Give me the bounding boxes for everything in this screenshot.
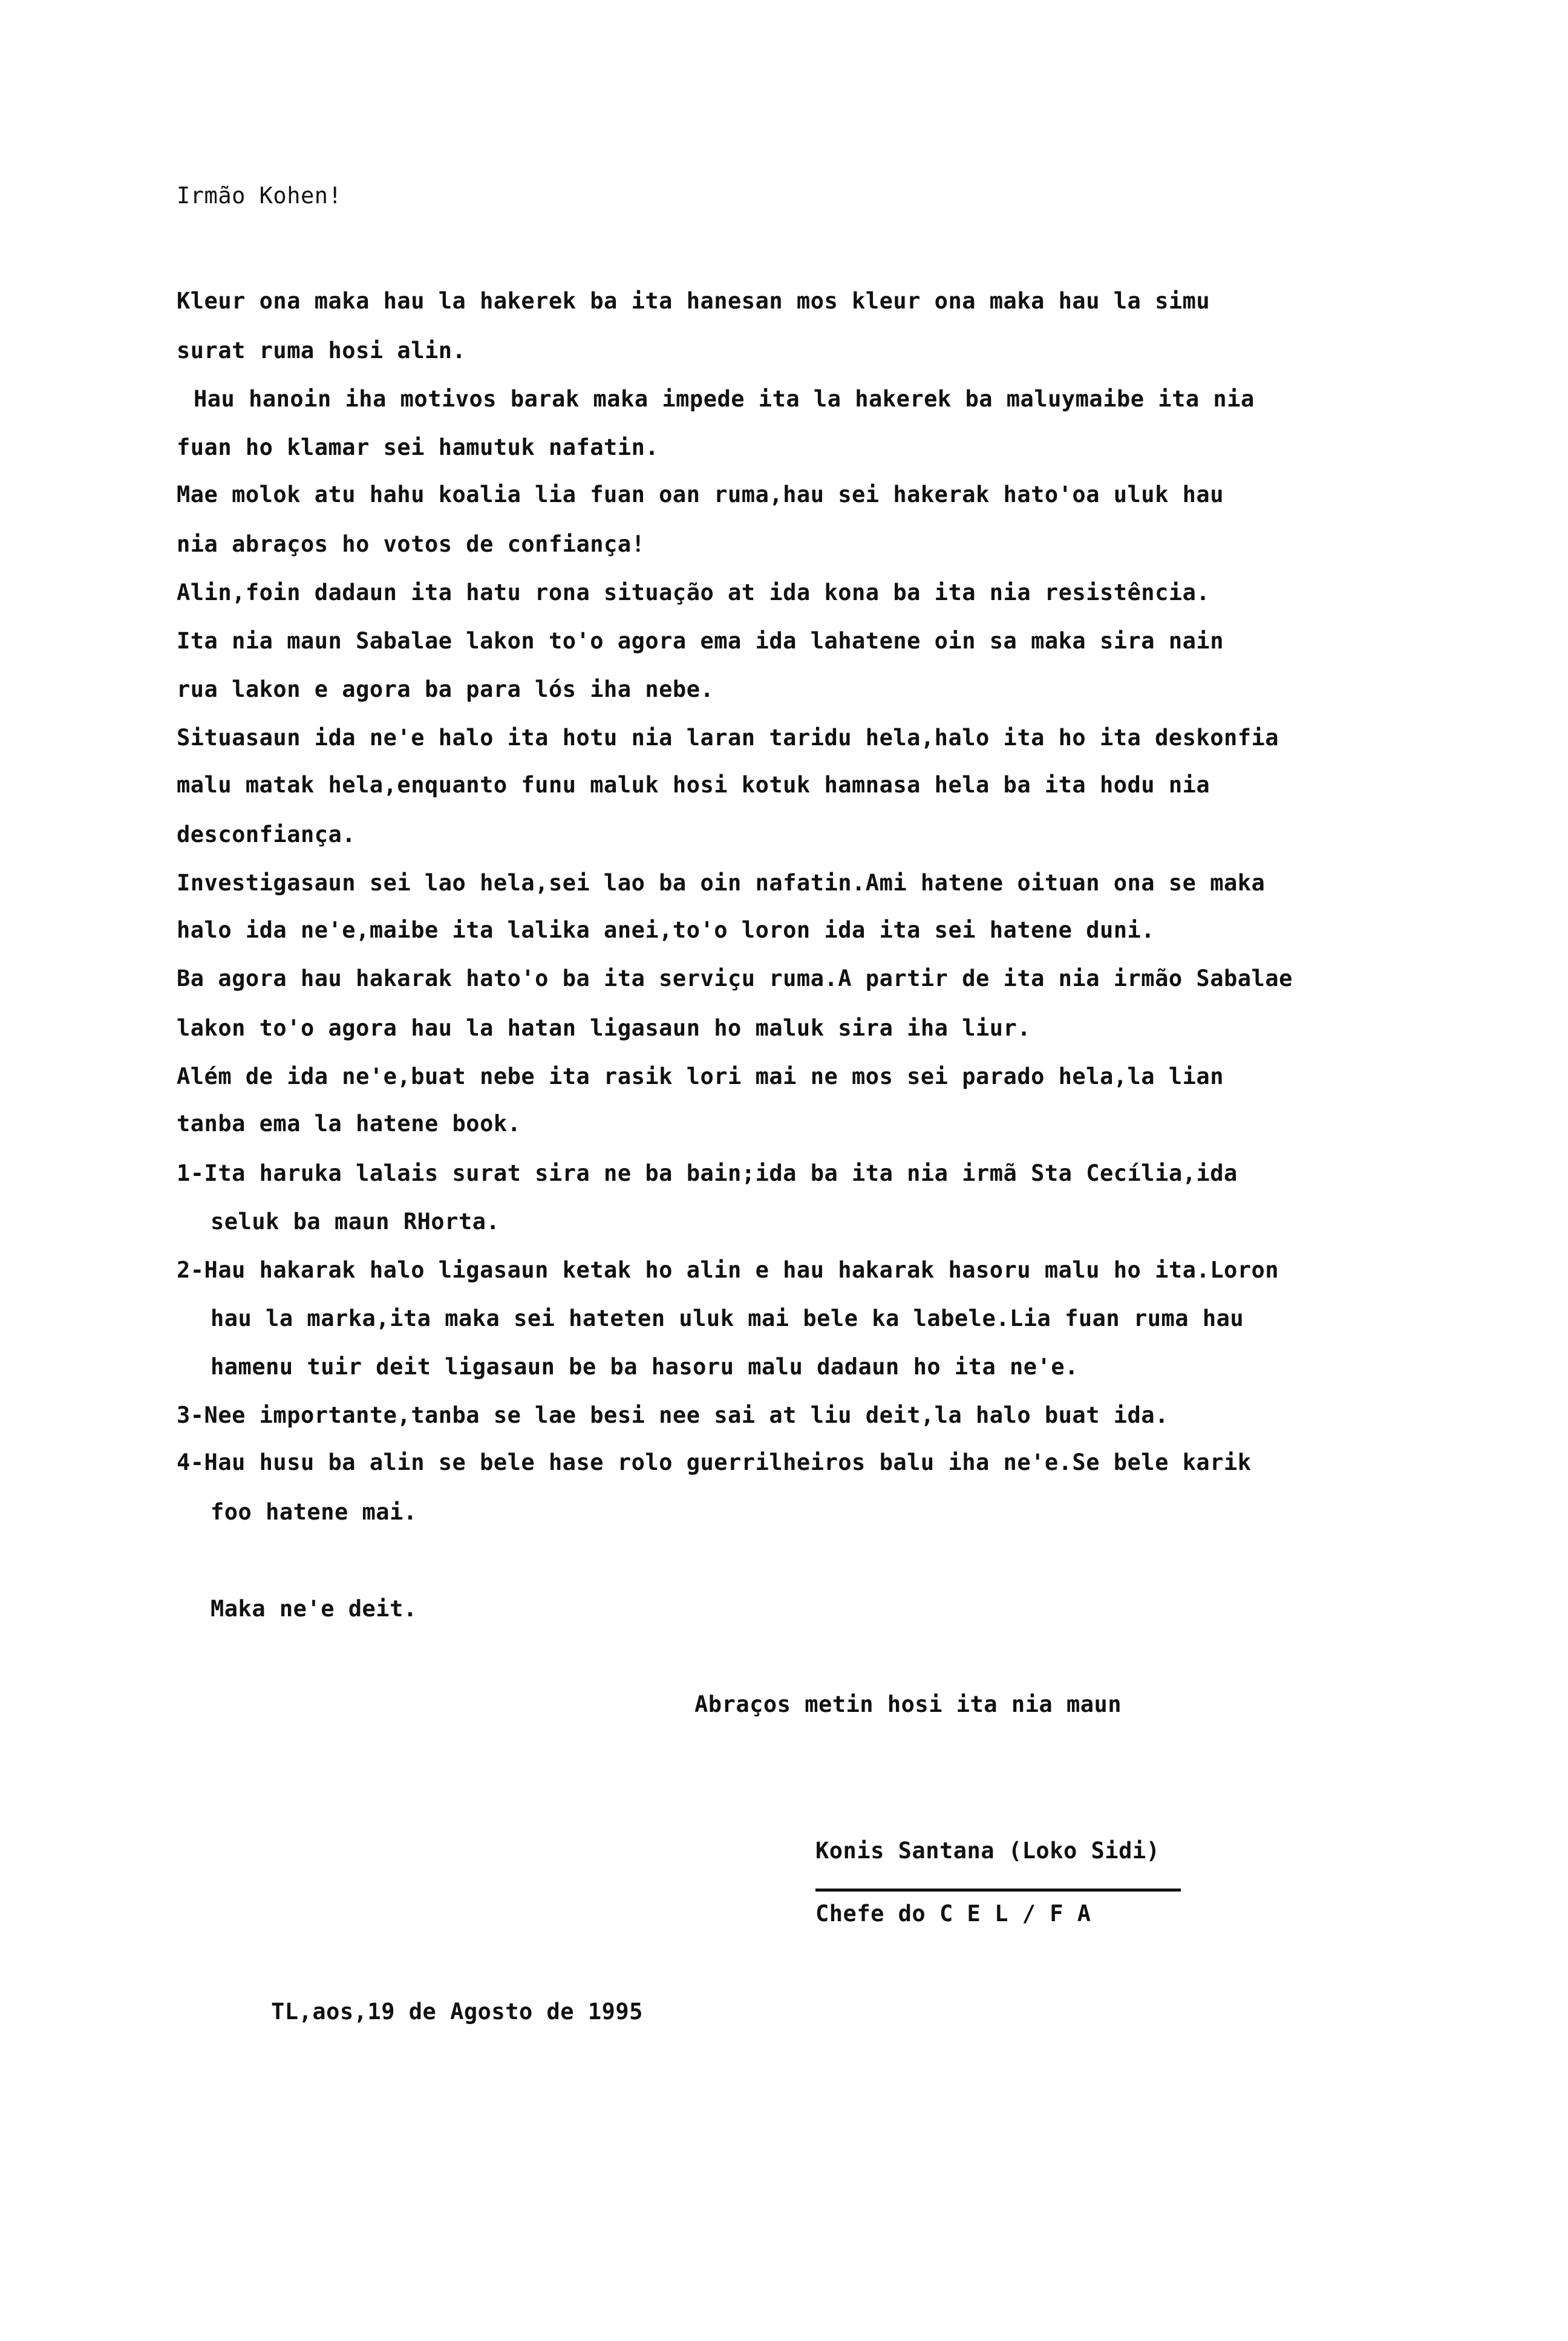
body-line: surat ruma hosi alin.	[177, 338, 466, 364]
body-line: Investigasaun sei lao hela,sei lao ba oin nafatin.Ami hatene oituan ona se maka	[177, 870, 1266, 896]
numbered-item-continuation: foo hatene mai.	[211, 1499, 417, 1525]
body-line: Ita nia maun Sabalae lakon to'o agora ema ida lahatene oin sa maka sira nain	[177, 628, 1224, 654]
signature-title: Chefe do C E L / F A	[815, 1901, 1091, 1927]
body-line: rua lakon e agora ba para lós iha nebe.	[177, 676, 714, 702]
closing-line: Maka ne'e deit.	[211, 1596, 417, 1622]
body-line: halo ida ne'e,maibe ita lalika anei,to'o loron ida ita sei hatene duni.	[177, 917, 1155, 943]
body-line: tanba ema la hatene book.	[177, 1111, 521, 1137]
body-line: malu matak hela,enquanto funu maluk hosi kotuk hamnasa hela ba ita hodu nia	[177, 772, 1210, 798]
regards-line: Abraços metin hosi ita nia maun	[694, 1691, 1122, 1717]
numbered-item: 1-Ita haruka lalais surat sira ne ba bain;ida ba ita nia irmã Sta Cecília,ida	[177, 1160, 1238, 1186]
body-line: fuan ho klamar sei hamutuk nafatin.	[177, 434, 659, 460]
numbered-item: 4-Hau husu ba alin se bele hase rolo guerrilheiros balu iha ne'e.Se bele karik	[177, 1449, 1252, 1475]
body-line: nia abraços ho votos de confiança!	[177, 531, 645, 557]
body-line: Mae molok atu hahu koalia lia fuan oan ruma,hau sei hakerak hato'oa uluk hau	[177, 482, 1224, 508]
body-line: lakon to'o agora hau la hatan ligasaun ho maluk sira iha liur.	[177, 1015, 1031, 1041]
numbered-item-continuation: hau la marka,ita maka sei hateten uluk mai bele ka labele.Lia fuan ruma hau	[211, 1305, 1244, 1331]
numbered-item: 2-Hau hakarak halo ligasaun ketak ho alin e hau hakarak hasoru malu ho ita.Loron	[177, 1257, 1279, 1283]
signature-underline	[815, 1889, 1181, 1892]
numbered-item: 3-Nee importante,tanba se lae besi nee sai at liu deit,la halo buat ida.	[177, 1402, 1169, 1428]
signature-name: Konis Santana (Loko Sidi)	[815, 1838, 1160, 1864]
body-line: Ba agora hau hakarak hato'o ba ita serviçu ruma.A partir de ita nia irmão Sabalae	[177, 965, 1293, 991]
numbered-item-continuation: hamenu tuir deit ligasaun be ba hasoru malu dadaun ho ita ne'e.	[211, 1354, 1079, 1380]
body-line: Situasaun ida ne'e halo ita hotu nia laran taridu hela,halo ita ho ita deskonfia	[177, 725, 1279, 751]
body-line: desconfiança.	[177, 821, 356, 847]
body-line: Kleur ona maka hau la hakerek ba ita hanesan mos kleur ona maka hau la simu	[177, 288, 1210, 314]
numbered-item-continuation: seluk ba maun RHorta.	[211, 1209, 500, 1235]
body-line: Além de ida ne'e,buat nebe ita rasik lori mai ne mos sei parado hela,la lian	[177, 1063, 1224, 1089]
body-line: Alin,foin dadaun ita hatu rona situação at ida kona ba ita nia resistência.	[177, 580, 1210, 606]
body-line: Hau hanoin iha motivos barak maka impede ita la hakerek ba maluymaibe ita nia	[194, 386, 1255, 412]
salutation: Irmão Kohen!	[177, 183, 342, 209]
place-date: TL,aos,19 de Agosto de 1995	[271, 1999, 643, 2025]
